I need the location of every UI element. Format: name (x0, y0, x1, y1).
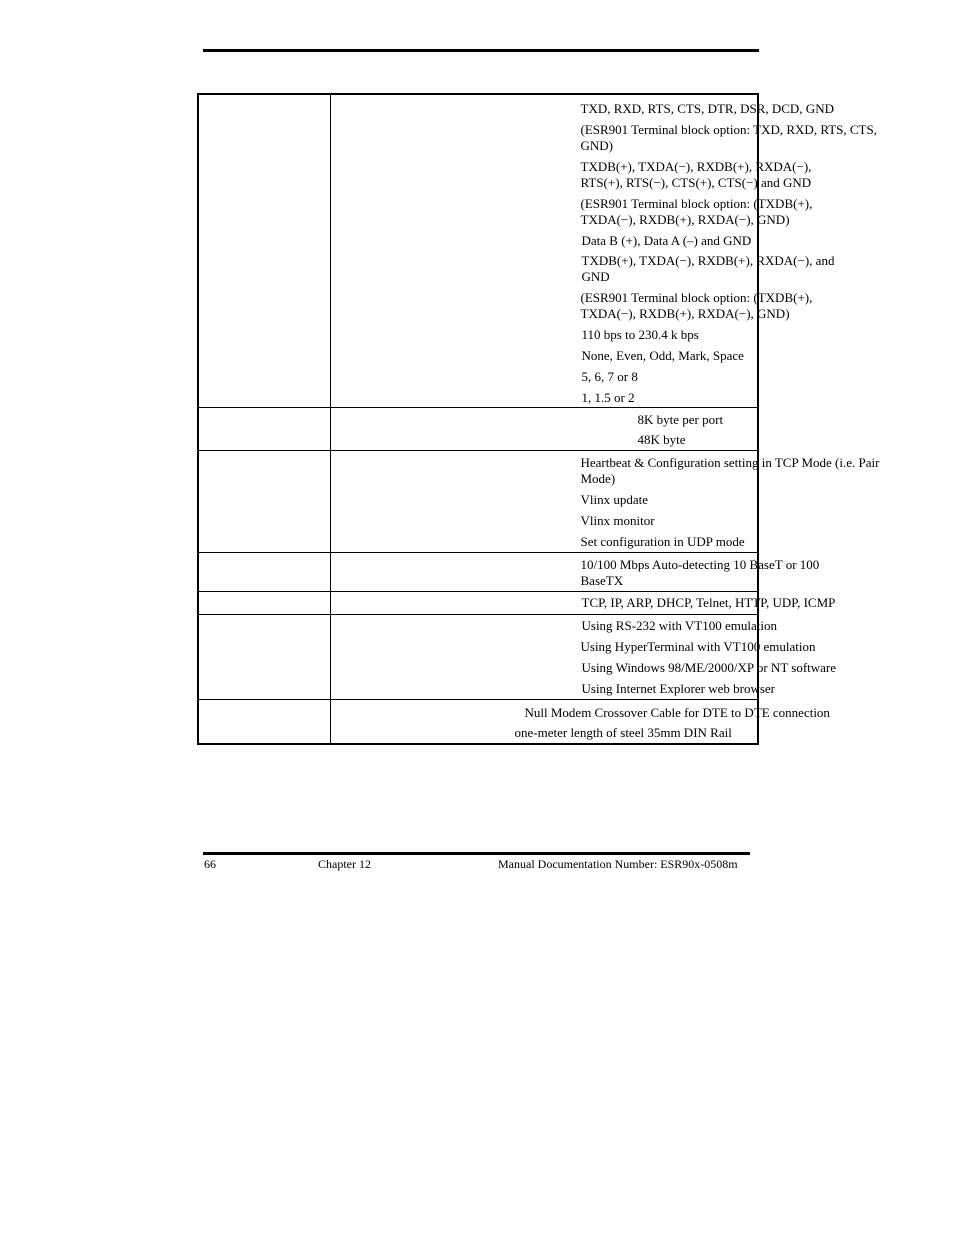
signal-line: (ESR901 Terminal block option: (TXDB(+), TXDA(−), RXDB(+), RXDA(−), GND) (580, 290, 813, 321)
parity-value: None, Even, Odd, Mark, Space (581, 348, 744, 363)
table-row (198, 553, 758, 592)
signal-line: TXDB(+), TXDA(−), RXDB(+), RXDA(−), and GND (581, 253, 835, 284)
feature-line: Vlinx monitor (580, 513, 655, 528)
signal-line: TXDB(+), TXDA(−), RXDB(+), RXDA(−), RTS(+), RTS(−), CTS(+), CTS(−) and GND (580, 159, 812, 190)
feature-line: Set configuration in UDP mode (580, 534, 745, 549)
feature-line: Vlinx update (580, 492, 649, 507)
config-method-line: Using Internet Explorer web browser (581, 681, 775, 696)
chapter-label: Chapter 12 (318, 857, 371, 871)
table-row (198, 700, 758, 745)
feature-line: Heartbeat & Configuration setting in TCP Mode (i.e. Pair Mode) (580, 455, 880, 486)
value-cell (330, 553, 820, 592)
value-cell (330, 592, 836, 615)
stop-bits-value: 1, 1.5 or 2 (581, 390, 635, 405)
buffer-line: 48K byte (637, 432, 686, 447)
label-cell (198, 408, 330, 451)
value-cell (330, 700, 830, 745)
label-cell (198, 94, 330, 408)
config-method-line: Using RS-232 with VT100 emulation (581, 618, 777, 633)
table-row (198, 451, 758, 553)
config-method-line: Using Windows 98/ME/2000/XP or NT software (581, 660, 837, 675)
table-row (198, 615, 758, 700)
value-cell (330, 408, 758, 451)
label-cell (198, 592, 330, 615)
ethernet-value: 10/100 Mbps Auto-detecting 10 BaseT or 100 BaseTX (580, 557, 820, 588)
accessory-line: one-meter length of steel 35mm DIN Rail (514, 725, 732, 740)
page-number: 66 (204, 857, 216, 871)
label-cell (198, 451, 330, 553)
label-cell (198, 700, 330, 745)
signal-line: (ESR901 Terminal block option: (TXDB(+), TXDA(−), RXDB(+), RXDA(−), GND) (580, 196, 813, 227)
value-cell (330, 451, 880, 553)
data-bits-value: 5, 6, 7 or 8 (581, 369, 638, 384)
table-row (198, 94, 758, 408)
header-rule (203, 49, 759, 52)
table-row (198, 592, 758, 615)
accessory-line: Null Modem Crossover Cable for DTE to DTE connection (524, 705, 830, 720)
footer-rule (203, 852, 750, 855)
label-cell (198, 615, 330, 700)
signal-line: TXD, RXD, RTS, CTS, DTR, DSR, DCD, GND (580, 101, 834, 116)
buffer-line: 8K byte per port (637, 412, 724, 427)
value-cell (330, 615, 837, 700)
value-cell (330, 94, 877, 408)
protocols-value: TCP, IP, ARP, DHCP, Telnet, HTTP, UDP, ICMP (581, 595, 836, 610)
label-cell (198, 553, 330, 592)
config-method-line: Using HyperTerminal with VT100 emulation (580, 639, 816, 654)
table-row (198, 408, 758, 451)
baud-rate-value: 110 bps to 230.4 k bps (581, 327, 699, 342)
document-number: Manual Documentation Number: ESR90x-0508m (498, 857, 738, 871)
signal-line: Data B (+), Data A (–) and GND (581, 233, 752, 248)
signal-line: (ESR901 Terminal block option: TXD, RXD, RTS, CTS, GND) (580, 122, 877, 153)
specifications-table (197, 93, 880, 745)
